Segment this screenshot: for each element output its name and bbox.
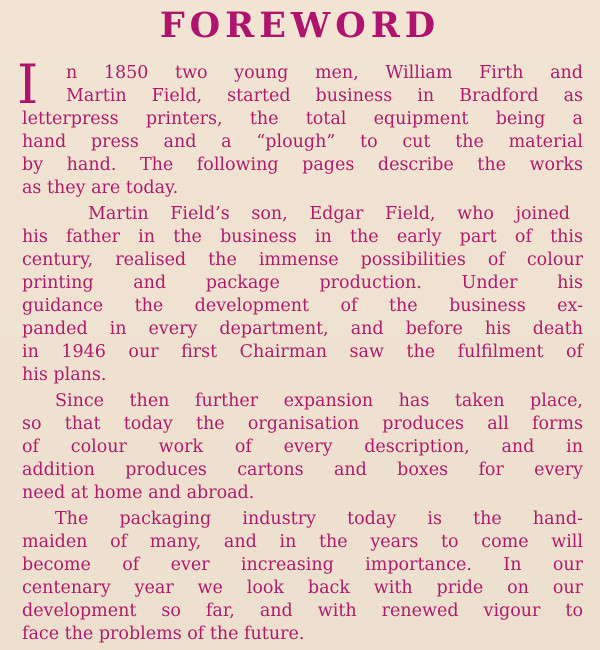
paragraph-line: centenary year we look back with pride on our — [22, 578, 583, 598]
paragraph-line: guidance the development of the business ex- — [22, 296, 583, 316]
paragraph-line: Martin Field’s son, Edgar Field, who joined — [88, 204, 570, 224]
paragraph-line: need at home and abroad. — [22, 483, 255, 503]
paragraph-line: of colour work of every description, and in — [22, 437, 583, 457]
paragraph-line: face the problems of the future. — [22, 624, 305, 644]
paragraph-line: so that today the organisation produces all forms — [22, 414, 583, 434]
paragraph-line: in 1946 our first Chairman saw the fulfilment of — [22, 342, 583, 362]
paragraph-line: maiden of many, and in the years to come will — [22, 532, 583, 552]
paragraph-line: letterpress printers, the total equipment being a — [22, 109, 583, 129]
paragraph-line: by hand. The following pages describe the works — [22, 155, 583, 175]
page-title: FOREWORD — [159, 5, 441, 46]
paragraph-2 — [0, 203, 600, 387]
paragraph-line: panded in every department, and before his death — [22, 319, 583, 339]
paragraph-line: printing and package production. Under his — [22, 273, 583, 293]
paragraph-line: The packaging industry today is the hand- — [55, 509, 583, 529]
paragraph-line: Martin Field, started business in Bradford as — [66, 86, 583, 106]
paragraph-1 — [0, 53, 600, 200]
drop-cap: I — [17, 53, 39, 116]
paragraph-line: hand press and a “plough” to cut the material — [22, 132, 583, 152]
paragraph-line: century, realised the immense possibilities of colour — [22, 250, 583, 270]
paragraph-line: his father in the business in the early part of this — [22, 227, 583, 247]
paragraph-line: as they are today. — [22, 178, 179, 198]
paragraph-line: his plans. — [22, 365, 107, 385]
paragraph-line: n 1850 two young men, William Firth and — [66, 63, 583, 83]
paragraph-3 — [0, 390, 600, 505]
paragraph-line: Since then further expansion has taken place, — [55, 391, 583, 411]
paragraph-line: addition produces cartons and boxes for every — [22, 460, 583, 480]
paragraph-line: become of ever increasing importance. In our — [22, 555, 583, 575]
paragraph-line: development so far, and with renewed vigour to — [22, 601, 583, 621]
paragraph-4 — [0, 508, 600, 646]
